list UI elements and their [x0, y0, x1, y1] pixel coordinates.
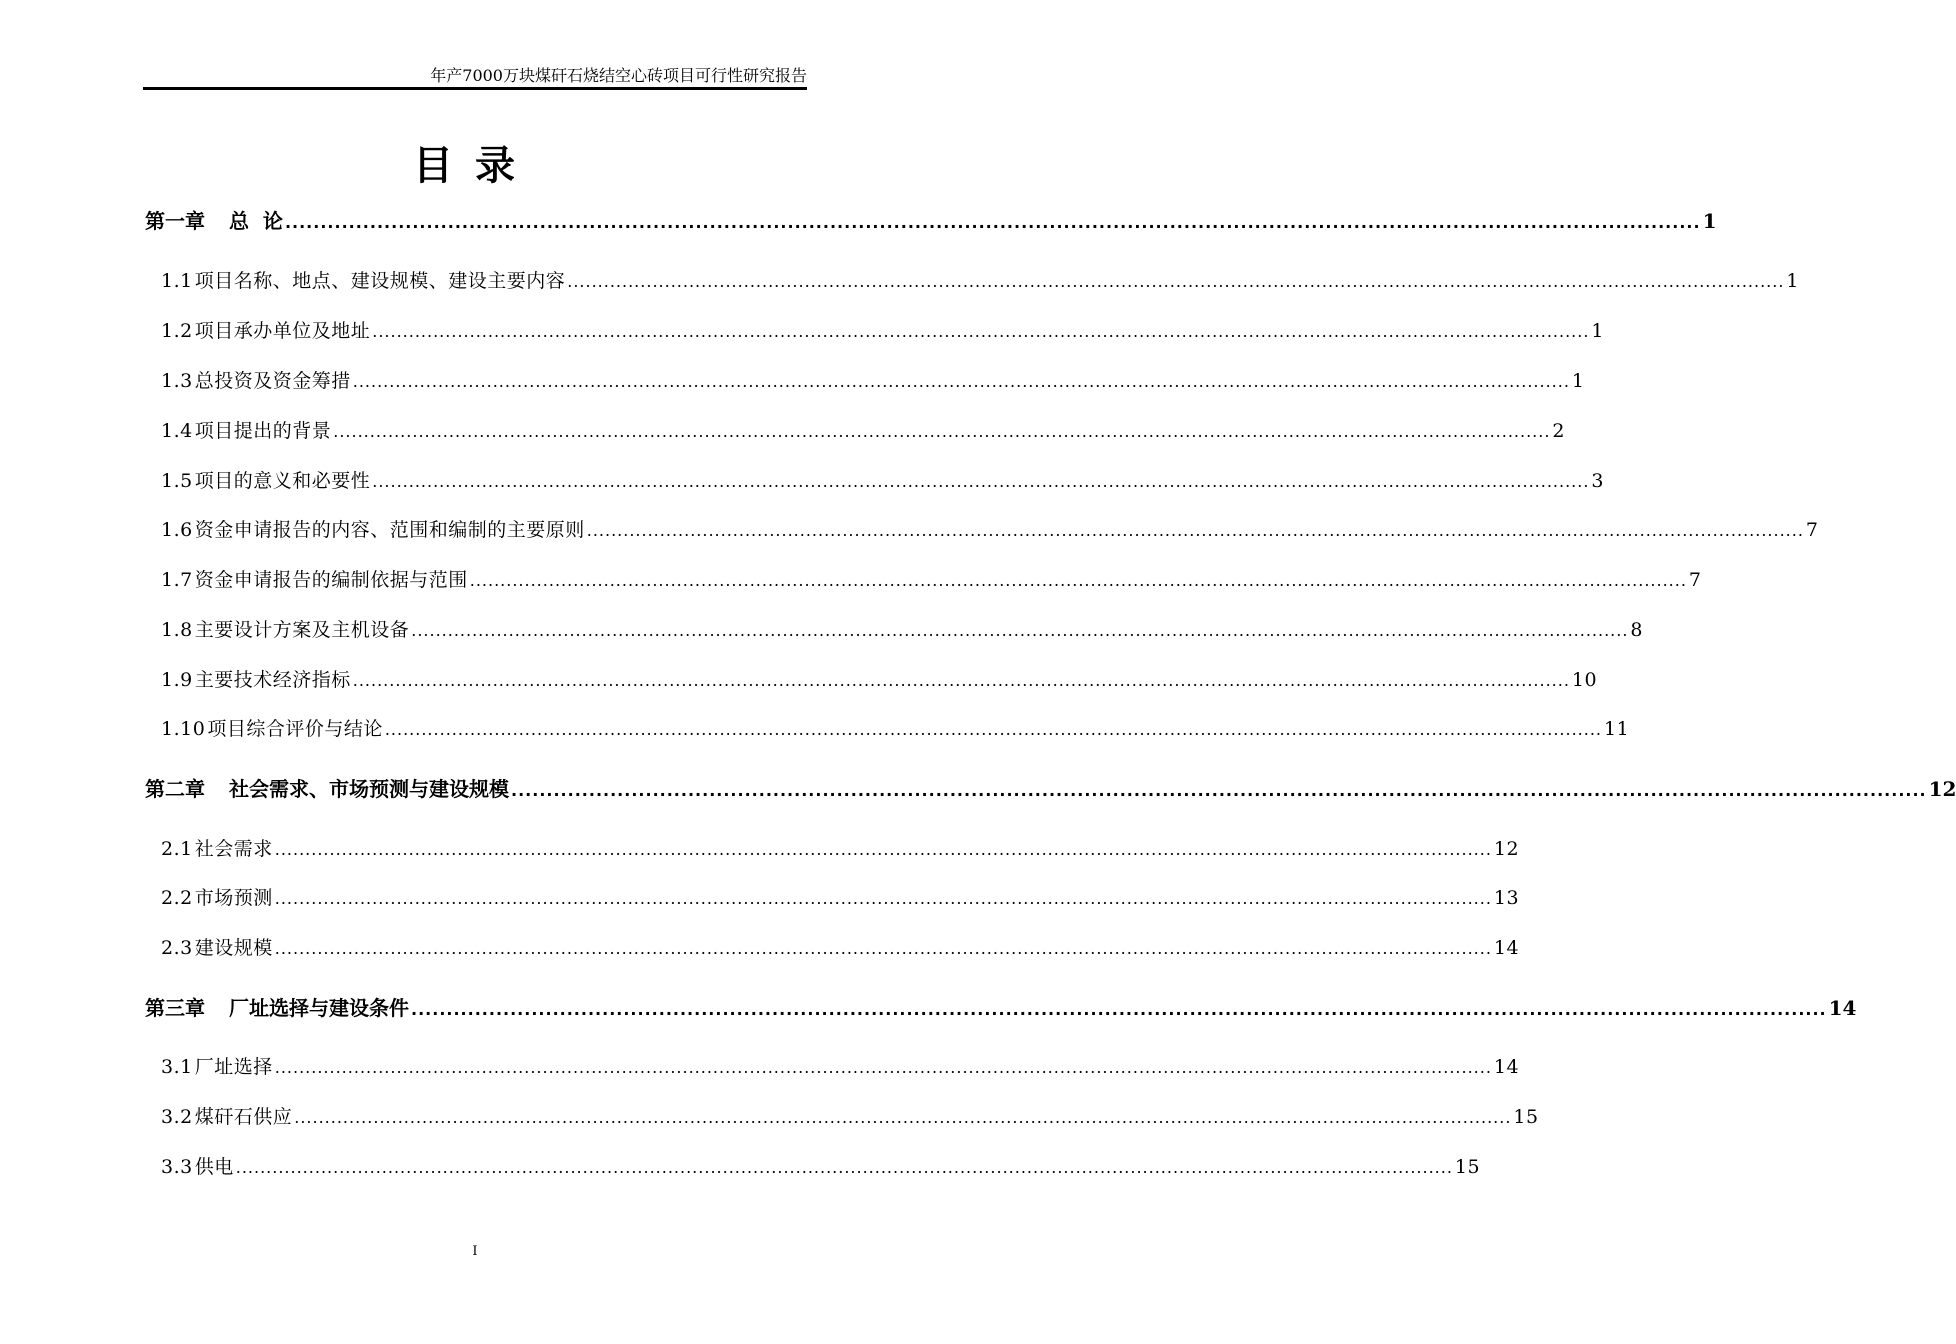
toc-chapter-entry[interactable]	[145, 993, 1857, 1023]
toc-dot-leader: ........................................................................................................................................................................................................	[274, 939, 1492, 958]
toc-entry-number: 1.2	[161, 320, 193, 342]
toc-section-entry[interactable]	[161, 316, 1605, 346]
toc-entry-label	[161, 515, 585, 545]
toc-entry-page: 1	[1702, 209, 1717, 233]
toc-entry-page: 12	[1493, 838, 1520, 860]
toc-entry-title: 社会需求、市场预测与建设规模	[229, 777, 509, 801]
toc-entry-title: 厂址选择	[194, 1056, 273, 1078]
page-title: 目录	[413, 143, 537, 189]
toc-entry-label	[161, 1052, 273, 1082]
toc-dot-leader: ........................................................................................................................................................................................................	[352, 671, 1570, 690]
toc-entry-page: 7	[1688, 569, 1702, 591]
toc-dot-leader: ........................................................................................................................................................................................................	[274, 1058, 1492, 1077]
toc-entry-title: 资金申请报告的编制依据与范围	[194, 569, 468, 591]
toc-entry-title: 项目承办单位及地址	[194, 320, 371, 342]
toc-entry-label	[161, 416, 331, 446]
toc-entry-title: 煤矸石供应	[194, 1106, 293, 1128]
toc-entry-title: 厂址选择与建设条件	[229, 996, 409, 1020]
toc-section-entry[interactable]	[161, 565, 1702, 595]
toc-section-entry[interactable]	[161, 1152, 1481, 1182]
toc-entry-page: 12	[1928, 777, 1956, 801]
toc-dot-leader: ........................................................................................................................................................................................................	[411, 621, 1629, 640]
toc-dot-leader: ........................................................................................................................................................................................................	[372, 472, 1590, 491]
toc-entry-label	[161, 834, 273, 864]
toc-section-entry[interactable]	[161, 665, 1598, 695]
header-rule	[143, 87, 807, 90]
toc-entry-page: 14	[1493, 937, 1520, 959]
toc-section-entry[interactable]	[161, 615, 1644, 645]
toc-entry-number: 3.1	[161, 1056, 193, 1078]
toc-entry-label	[145, 206, 283, 236]
toc-entry-number: 2.2	[161, 887, 193, 909]
toc-entry-title: 主要设计方案及主机设备	[194, 619, 410, 641]
toc-dot-leader: ........................................................................................................................................................................................................	[352, 372, 1570, 391]
toc-entry-label	[161, 565, 468, 595]
toc-section-entry[interactable]	[161, 883, 1520, 913]
toc-entry-page: 10	[1571, 669, 1598, 691]
page-number: I	[472, 1244, 478, 1259]
toc-entry-label	[161, 714, 383, 744]
toc-entry-page: 7	[1805, 519, 1819, 541]
toc-entry-number: 2.3	[161, 937, 193, 959]
toc-section-entry[interactable]	[161, 266, 1800, 296]
toc-entry-label	[161, 266, 565, 296]
toc-section-entry[interactable]	[161, 1052, 1520, 1082]
toc-section-entry[interactable]	[161, 515, 1819, 545]
toc-dot-leader: ........................................................................................................................................................................................................	[586, 521, 1804, 540]
toc-entry-page: 15	[1454, 1156, 1481, 1178]
toc-entry-page: 11	[1604, 718, 1630, 740]
toc-entry-number: 1.9	[161, 669, 193, 691]
toc-entry-number: 3.2	[161, 1106, 193, 1128]
toc-dot-leader: ........................................................................................................................................................................................................	[333, 422, 1551, 441]
toc-entry-title: 资金申请报告的内容、范围和编制的主要原则	[194, 519, 585, 541]
toc-entry-label	[161, 316, 370, 346]
toc-dot-leader: ........................................................................................................................................................................................................	[235, 1158, 1453, 1177]
toc-entry-label	[161, 883, 273, 913]
toc-section-entry[interactable]	[161, 1102, 1539, 1132]
toc-dot-leader: ........................................................................................................................................................................................................	[284, 213, 1701, 232]
toc-entry-number: 3.3	[161, 1156, 193, 1178]
toc-entry-number: 1.3	[161, 370, 193, 392]
toc-entry-page: 14	[1828, 996, 1857, 1020]
toc-entry-page: 14	[1493, 1056, 1520, 1078]
toc-section-entry[interactable]	[161, 834, 1520, 864]
toc-entry-title: 项目名称、地点、建设规模、建设主要内容	[194, 270, 566, 292]
toc-entry-page: 3	[1591, 470, 1605, 492]
toc-entry-number: 2.1	[161, 838, 193, 860]
toc-dot-leader: ........................................................................................................................................................................................................	[384, 720, 1603, 739]
toc-dot-leader: ........................................................................................................................................................................................................	[274, 889, 1492, 908]
toc-entry-title: 总投资及资金筹措	[194, 370, 351, 392]
toc-entry-title: 建设规模	[194, 937, 273, 959]
toc-entry-title: 项目的意义和必要性	[194, 470, 371, 492]
toc-entry-title: 供电	[194, 1156, 234, 1178]
toc-entry-page: 1	[1786, 270, 1800, 292]
toc-entry-page: 2	[1552, 420, 1566, 442]
toc-chapter-entry[interactable]	[145, 206, 1717, 236]
toc-entry-title: 主要技术经济指标	[194, 669, 351, 691]
toc-dot-leader: ........................................................................................................................................................................................................	[274, 840, 1492, 859]
toc-entry-title: 项目提出的背景	[194, 420, 332, 442]
toc-entry-label	[161, 1152, 234, 1182]
toc-entry-number: 1.7	[161, 569, 193, 591]
toc-section-entry[interactable]	[161, 416, 1566, 446]
toc-entry-number: 第二章	[145, 777, 205, 801]
toc-entry-number: 1.6	[161, 519, 193, 541]
toc-entry-page: 15	[1513, 1106, 1539, 1128]
toc-dot-leader: ........................................................................................................................................................................................................	[511, 781, 1927, 800]
toc-entry-number: 1.10	[161, 718, 206, 740]
toc-dot-leader: ........................................................................................................................................................................................................	[411, 1000, 1827, 1019]
toc-dot-leader: ........................................................................................................................................................................................................	[294, 1108, 1512, 1127]
toc-entry-label	[161, 933, 273, 963]
toc-entry-page: 13	[1493, 887, 1520, 909]
toc-entry-label	[161, 1102, 292, 1132]
toc-entry-number: 1.4	[161, 420, 193, 442]
toc-entry-page: 8	[1630, 619, 1644, 641]
toc-entry-label	[145, 993, 409, 1023]
toc-section-entry[interactable]	[161, 714, 1630, 744]
toc-chapter-entry[interactable]	[145, 774, 1956, 804]
toc-dot-leader: ........................................................................................................................................................................................................	[567, 272, 1785, 291]
toc-entry-number: 第三章	[145, 996, 205, 1020]
toc-entry-label	[145, 774, 509, 804]
toc-entry-number: 第一章	[145, 209, 205, 233]
toc-dot-leader: ........................................................................................................................................................................................................	[372, 322, 1590, 341]
toc-entry-label	[161, 615, 409, 645]
toc-entry-number: 1.1	[161, 270, 193, 292]
toc-section-entry[interactable]	[161, 366, 1585, 396]
toc-entry-number: 1.8	[161, 619, 193, 641]
toc-entry-page: 1	[1571, 370, 1585, 392]
toc-entry-title: 市场预测	[194, 887, 273, 909]
toc-entry-number: 1.5	[161, 470, 193, 492]
toc-entry-page: 1	[1591, 320, 1605, 342]
running-header: 年产7000万块煤矸石烧结空心砖项目可行性研究报告	[430, 66, 807, 85]
toc-entry-title: 总 论	[229, 209, 283, 233]
toc-entry-title: 社会需求	[194, 838, 273, 860]
toc-entry-label	[161, 665, 351, 695]
toc-section-entry[interactable]	[161, 466, 1605, 496]
toc-entry-label	[161, 466, 370, 496]
toc-dot-leader: ........................................................................................................................................................................................................	[469, 571, 1687, 590]
toc-section-entry[interactable]	[161, 933, 1520, 963]
toc-entry-label	[161, 366, 351, 396]
toc-entry-title: 项目综合评价与结论	[207, 718, 383, 740]
